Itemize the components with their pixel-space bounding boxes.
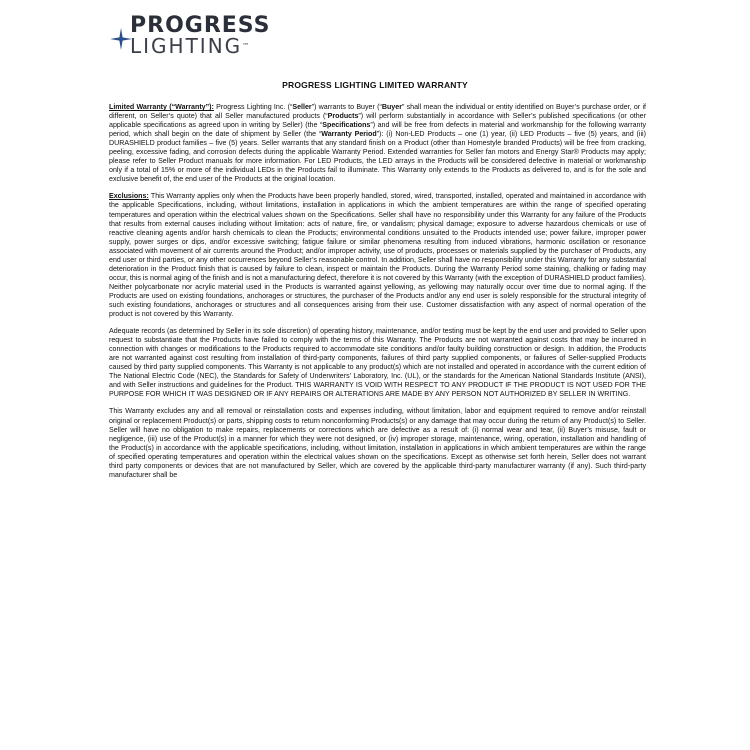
logo-line2 <box>130 35 249 57</box>
logo-line2-text: LIGHTING <box>130 34 243 58</box>
term-products: Products <box>327 112 359 121</box>
text-run: Progress Lighting Inc. (“ <box>213 103 293 111</box>
term-warranty-period: Warranty Period <box>321 130 377 139</box>
removal-costs-paragraph: This Warranty excludes any and all removal or reinstallation costs and expenses including, without limitation, labor and equipment required to remove and/or reinstall original or replacement Product(s) or parts, shipping costs to return nonconforming Products(s) or any damage that may occur during the return of any Product(s) to Seller. Seller will have no obligation to make repairs, replacements or corrections which are defective as a result of: (i) normal wear and tear, (ii) Buyer’s misuse, fault or negligence, (iii) use of the Product(s) in a manner for which they were not designed, or (iv) improper storage, maintenance, wiring, operation, installation and handling of the Product(s) in accordance with the applicable specifications, including, without limitation, installation in applications in which ambient temperatures are within the range of specified operating temperatures and operation within the electrical values shown on the specifications. Except as otherwise set forth herein, Seller does not warrant third party components or devices that are not manufactured by Seller, which are covered by the applicable third-party manufacturer warranty (if any). Such third-party manufacturer shall be <box>109 407 646 479</box>
term-seller: Seller <box>292 103 312 111</box>
exclusions-paragraph <box>109 192 646 319</box>
term-buyer: Buyer <box>381 103 402 111</box>
text-run: ”) will perform substantially in accordance with Seller’s published specifications (or other applicable specifications as agreed upon in writing by Seller) (the “ <box>109 112 646 130</box>
limited-warranty-paragraph <box>109 103 646 184</box>
trademark-symbol: ™ <box>242 42 250 50</box>
text-run: ”) warrants to Buyer (“ <box>311 103 382 111</box>
text-run: ”) and will be free from defects in material and workmanship for the following warranty period, which shall begin on the date of shipment by Seller (the “ <box>109 121 646 139</box>
document-title: PROGRESS LIGHTING LIMITED WARRANTY <box>282 80 468 90</box>
text-run: ”): (i) Non-LED Products – one (1) year, (ii) LED Products – five (5) years, and (iii) DURASHIELD product families – five (5) years. Seller warrants that any standard finish on a Product (other than Homestyle branded Products) will be free from cracking, peeling, excessive fading, and corrosion defects during the applicable Warranty Period. Extended warranties for Seller fan motors and Energy Star® Products may apply; please refer to Seller Product manuals for more information. For LED Products, the LED arrays in the Products will be considered defective in material or workmanship only if a total of 15% or more of the individual LEDs in the Products fail to illuminate. This Warranty only extends to the Products as delivered to, and is for the sole and exclusive benefit of, the end user of the Products at the original location. <box>109 130 646 184</box>
logo-line1: PROGRESS <box>130 13 271 38</box>
term-specifications: Specifications <box>322 121 371 130</box>
progress-lighting-logo <box>110 14 270 60</box>
text-run: This Warranty applies only when the Products have been properly handled, stored, wired, transported, installed, operated and maintained in accordance with the applicable Specifications, including, without limitations, installation in applications in which the ambient temperatures are within the range of specified operating temperatures and operation within the electrical values shown on the Specifications. Seller shall have no responsibility under this Warranty for any failure of the Products that results from external causes including without limitation: acts of nature, fire, or vandalism; physical damage; exposure to adverse hazardous chemicals or use of reactive cleaning agents and/or harsh chemicals to clean the Products; environmental conditions unsuited to the Products intended use; power failure, improper power supply, power surges or dips, and/or excessive switching; fatigue failure or similar phenomena resulting from induced vibrations, harmonic oscillation or resonance associated with movement of air currents around the Product; and/or improper activity, use of products, processes or materials supplied by the purchaser of Products, any end user or third parties, or any other occurrences beyond Seller’s reasonable control. In addition, Seller shall have no responsibility under this Warranty for any substantial deterioration in the Product finish that is caused by failure to clean, inspect or maintain the Products. During the Warranty Period some staining, chalking or fading may occur, this is normal aging of the finish and is not a manufacturing defect, therefore it is not covered by this Warranty (with the exception of DURASHIELD product families). Neither polycarbonate nor acrylic material used in the Products is warranted against yellowing, as yellowing may naturally occur over time due to normal aging. If the Products are used on existing foundations, anchorages or structures, the purchaser of the Products and/or any end user is solely responsible for the structural integrity of such existing foundations, anchorages or structures and all consequences arising from their use. Customer dissatisfaction with any aspect of normal operation of the product is not covered by this Warranty. <box>109 192 646 319</box>
limited-warranty-heading: Limited Warranty (“Warranty”): <box>109 103 214 111</box>
document-body <box>109 103 646 488</box>
records-paragraph: Adequate records (as determined by Seller in its sole discretion) of operating history, maintenance, and/or testing must be kept by the end user and provided to Seller upon request to substantiate that the Products have failed to comply with the terms of this Warranty. The Products are not warranted against costs that may be incurred in connection with changes or modifications to the Products required to accommodate site conditions and/or faulty building construction or design. In addition, the Products are not warranted against cost resulting from installation of third-party components, failures of third party supplied components, or failures of Seller-supplied Products caused by third party supplied components. This Warranty is not applicable to any product(s) which are not installed and operated in accordance with the current edition of The National Electric Code (NEC), the Standards for Safety of Underwriters’ Laboratory, Inc. (UL), or the standards for the American National Standards Institute (ANSI), and with Seller instructions and guidelines for the Product. THIS WARRANTY IS VOID WITH RESPECT TO ANY PRODUCT IF THE PRODUCT IS NOT USED FOR THE PURPOSE FOR WHICH IT WAS DESIGNED OR IF ANY REPAIRS OR ALTERATIONS ARE MADE BY ANY PERSON NOT AUTHORIZED BY SELLER IN WRITING. <box>109 327 646 399</box>
text-run: ” shall mean the individual or entity identified on Buyer’s purchase order, or if different, on Seller’s quote) that all Seller manufactured products (“ <box>109 103 647 121</box>
star-icon <box>110 28 132 50</box>
exclusions-heading: Exclusions: <box>109 192 149 201</box>
